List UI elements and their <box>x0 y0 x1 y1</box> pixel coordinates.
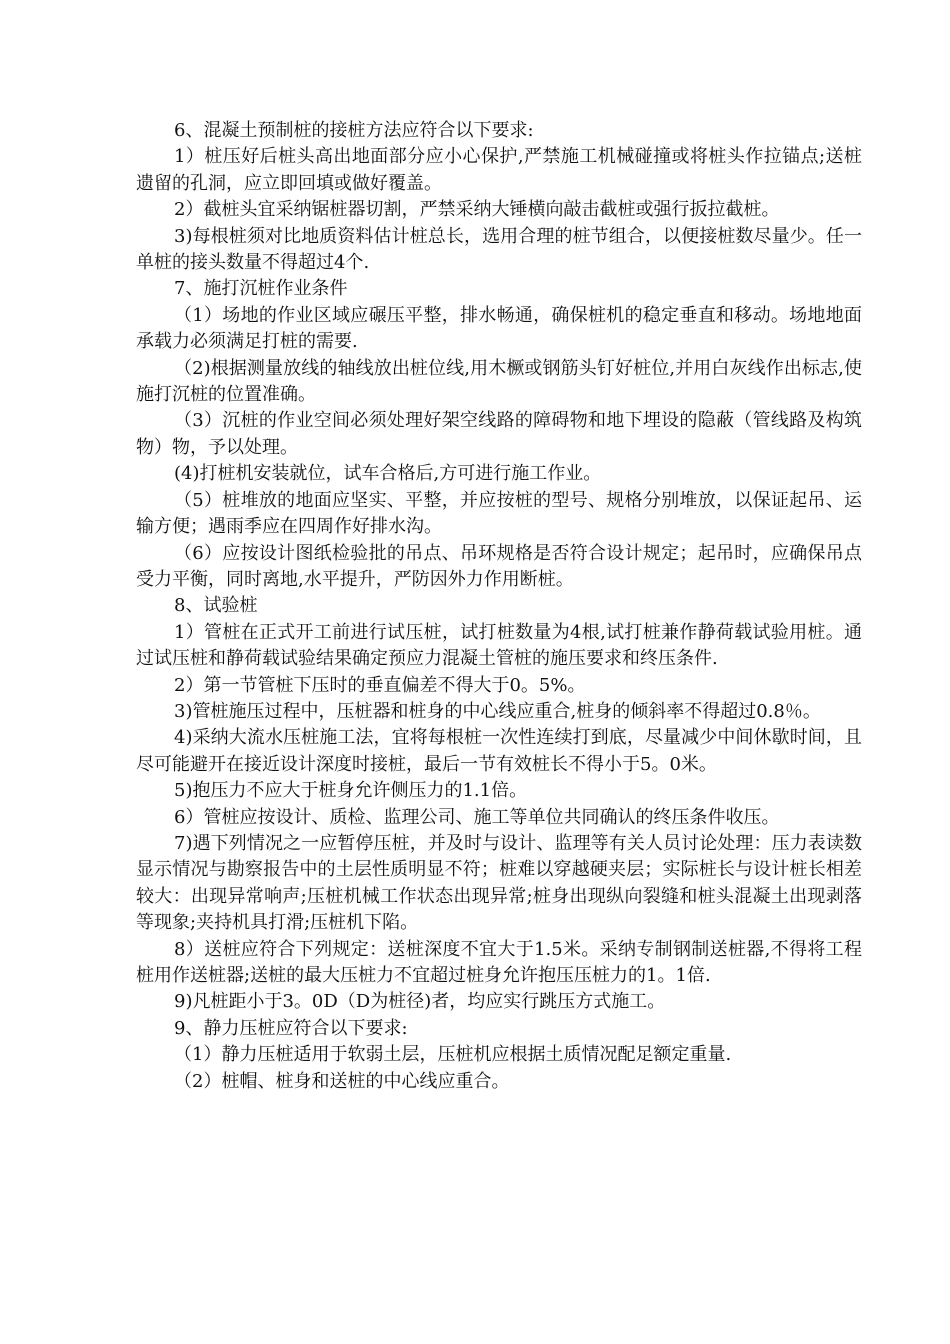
paragraph-8-5: 5)抱压力不应大于桩身允许侧压力的1.1倍。 <box>174 780 528 802</box>
paragraph-9-1: （1）静力压桩适用于软弱土层，压桩机应根据土质情况配足额定重量. <box>174 1044 732 1066</box>
paragraph-6-1: 1）桩压好后桩头高出地面部分应小心保护,严禁施工机械碰撞或将桩头作拉锚点;送桩遗留的孔洞，应立即回填或做好覆盖。 <box>136 146 862 194</box>
heading-6-pile-joint: 6、混凝土预制桩的接桩方法应符合以下要求: <box>174 120 534 141</box>
paragraph-8-6: 6）管桩应按设计、质检、监理公司、施工等单位共同确认的终压条件收压。 <box>174 806 780 828</box>
heading-9-static-pressure-pile: 9、静力压桩应符合以下要求: <box>174 1017 408 1039</box>
paragraph-6-2: 2）截桩头宜采纳锯桩器切割，严禁采纳大锤横向敲击截桩或强行扳拉截桩。 <box>174 199 780 221</box>
paragraph-7-5: （5）桩堆放的地面应坚实、平整，并应按桩的型号、规格分别堆放，以保证起吊、运输方便；遇雨季应在四周作好排水沟。 <box>136 489 862 538</box>
paragraph-8-3: 3)管桩施压过程中，压桩器和桩身的中心线应重合,桩身的倾斜率不得超过0.8％。 <box>174 700 821 722</box>
paragraph-8-1: 1）管桩在正式开工前进行试压桩，试打桩数量为4根,试打桩兼作静荷载试验用桩。通过试压桩和静荷载试验结果确定预应力混凝土管桩的施压要求和终压条件. <box>136 621 862 670</box>
heading-8-test-pile: 8、试验桩 <box>174 595 258 617</box>
paragraph-7-4: (4)打桩机安装就位，试车合格后,方可进行施工作业。 <box>174 463 602 485</box>
paragraph-7-6: （6）应按设计图纸检验批的吊点、吊环规格是否符合设计规定；起吊时，应确保吊点受力平衡，同时离地,水平提升，严防因外力作用断桩。 <box>136 542 862 590</box>
paragraph-8-2: 2）第一节管桩下压时的垂直偏差不得大于0。5%。 <box>174 674 586 696</box>
paragraph-7-2: （2)根据测量放线的轴线放出桩位线,用木橛或钢筋头钉好桩位,并用白灰线作出标志,使施打沉桩的位置准确。 <box>136 357 862 406</box>
paragraph-7-1: （1）场地的作业区域应碾压平整，排水畅通，确保桩机的稳定垂直和移动。场地地面承载力必须满足打桩的需要. <box>136 304 862 353</box>
heading-7-pile-driving-conditions: 7、施打沉桩作业条件 <box>174 278 348 300</box>
paragraph-8-8: 8）送桩应符合下列规定：送桩深度不宜大于1.5米。采纳专制钢制送桩器,不得将工程桩用作送桩器;送桩的最大压桩力不宜超过桩身允许抱压压桩力的1。1倍. <box>136 938 862 986</box>
paragraph-9-2: （2）桩帽、桩身和送桩的中心线应重合。 <box>174 1070 510 1092</box>
paragraph-8-4: 4)采纳大流水压桩施工法，宜将每根桩一次性连续打到底，尽量减少中间休歇时间，且尽可能避开在接近设计深度时接桩，最后一节有效桩长不得小于5。0米。 <box>136 727 862 775</box>
paragraph-8-7: 7)遇下列情况之一应暂停压桩，并及时与设计、监理等有关人员讨论处理：压力表读数显示情况与勘察报告中的土层性质明显不符；桩难以穿越硬夹层；实际桩长与设计桩长相差较大：出现异常响声;压桩机械工作状态出现异常;桩身出现纵向裂缝和桩头混凝土出现剥落等现象;夹持机具打滑;压桩机下陷。 <box>136 832 862 934</box>
paragraph-6-3: 3)每根桩须对比地质资料估计桩总长，选用合理的桩节组合，以便接桩数尽量少。任一单桩的接头数量不得超过4个. <box>136 225 862 274</box>
paragraph-8-9: 9)凡桩距小于3。0D（D为桩径)者，均应实行跳压方式施工。 <box>174 991 666 1013</box>
paragraph-7-3: （3）沉桩的作业空间必须处理好架空线路的障碍物和地下埋设的隐蔽（管线路及构筑物）物，予以处理。 <box>136 410 862 458</box>
